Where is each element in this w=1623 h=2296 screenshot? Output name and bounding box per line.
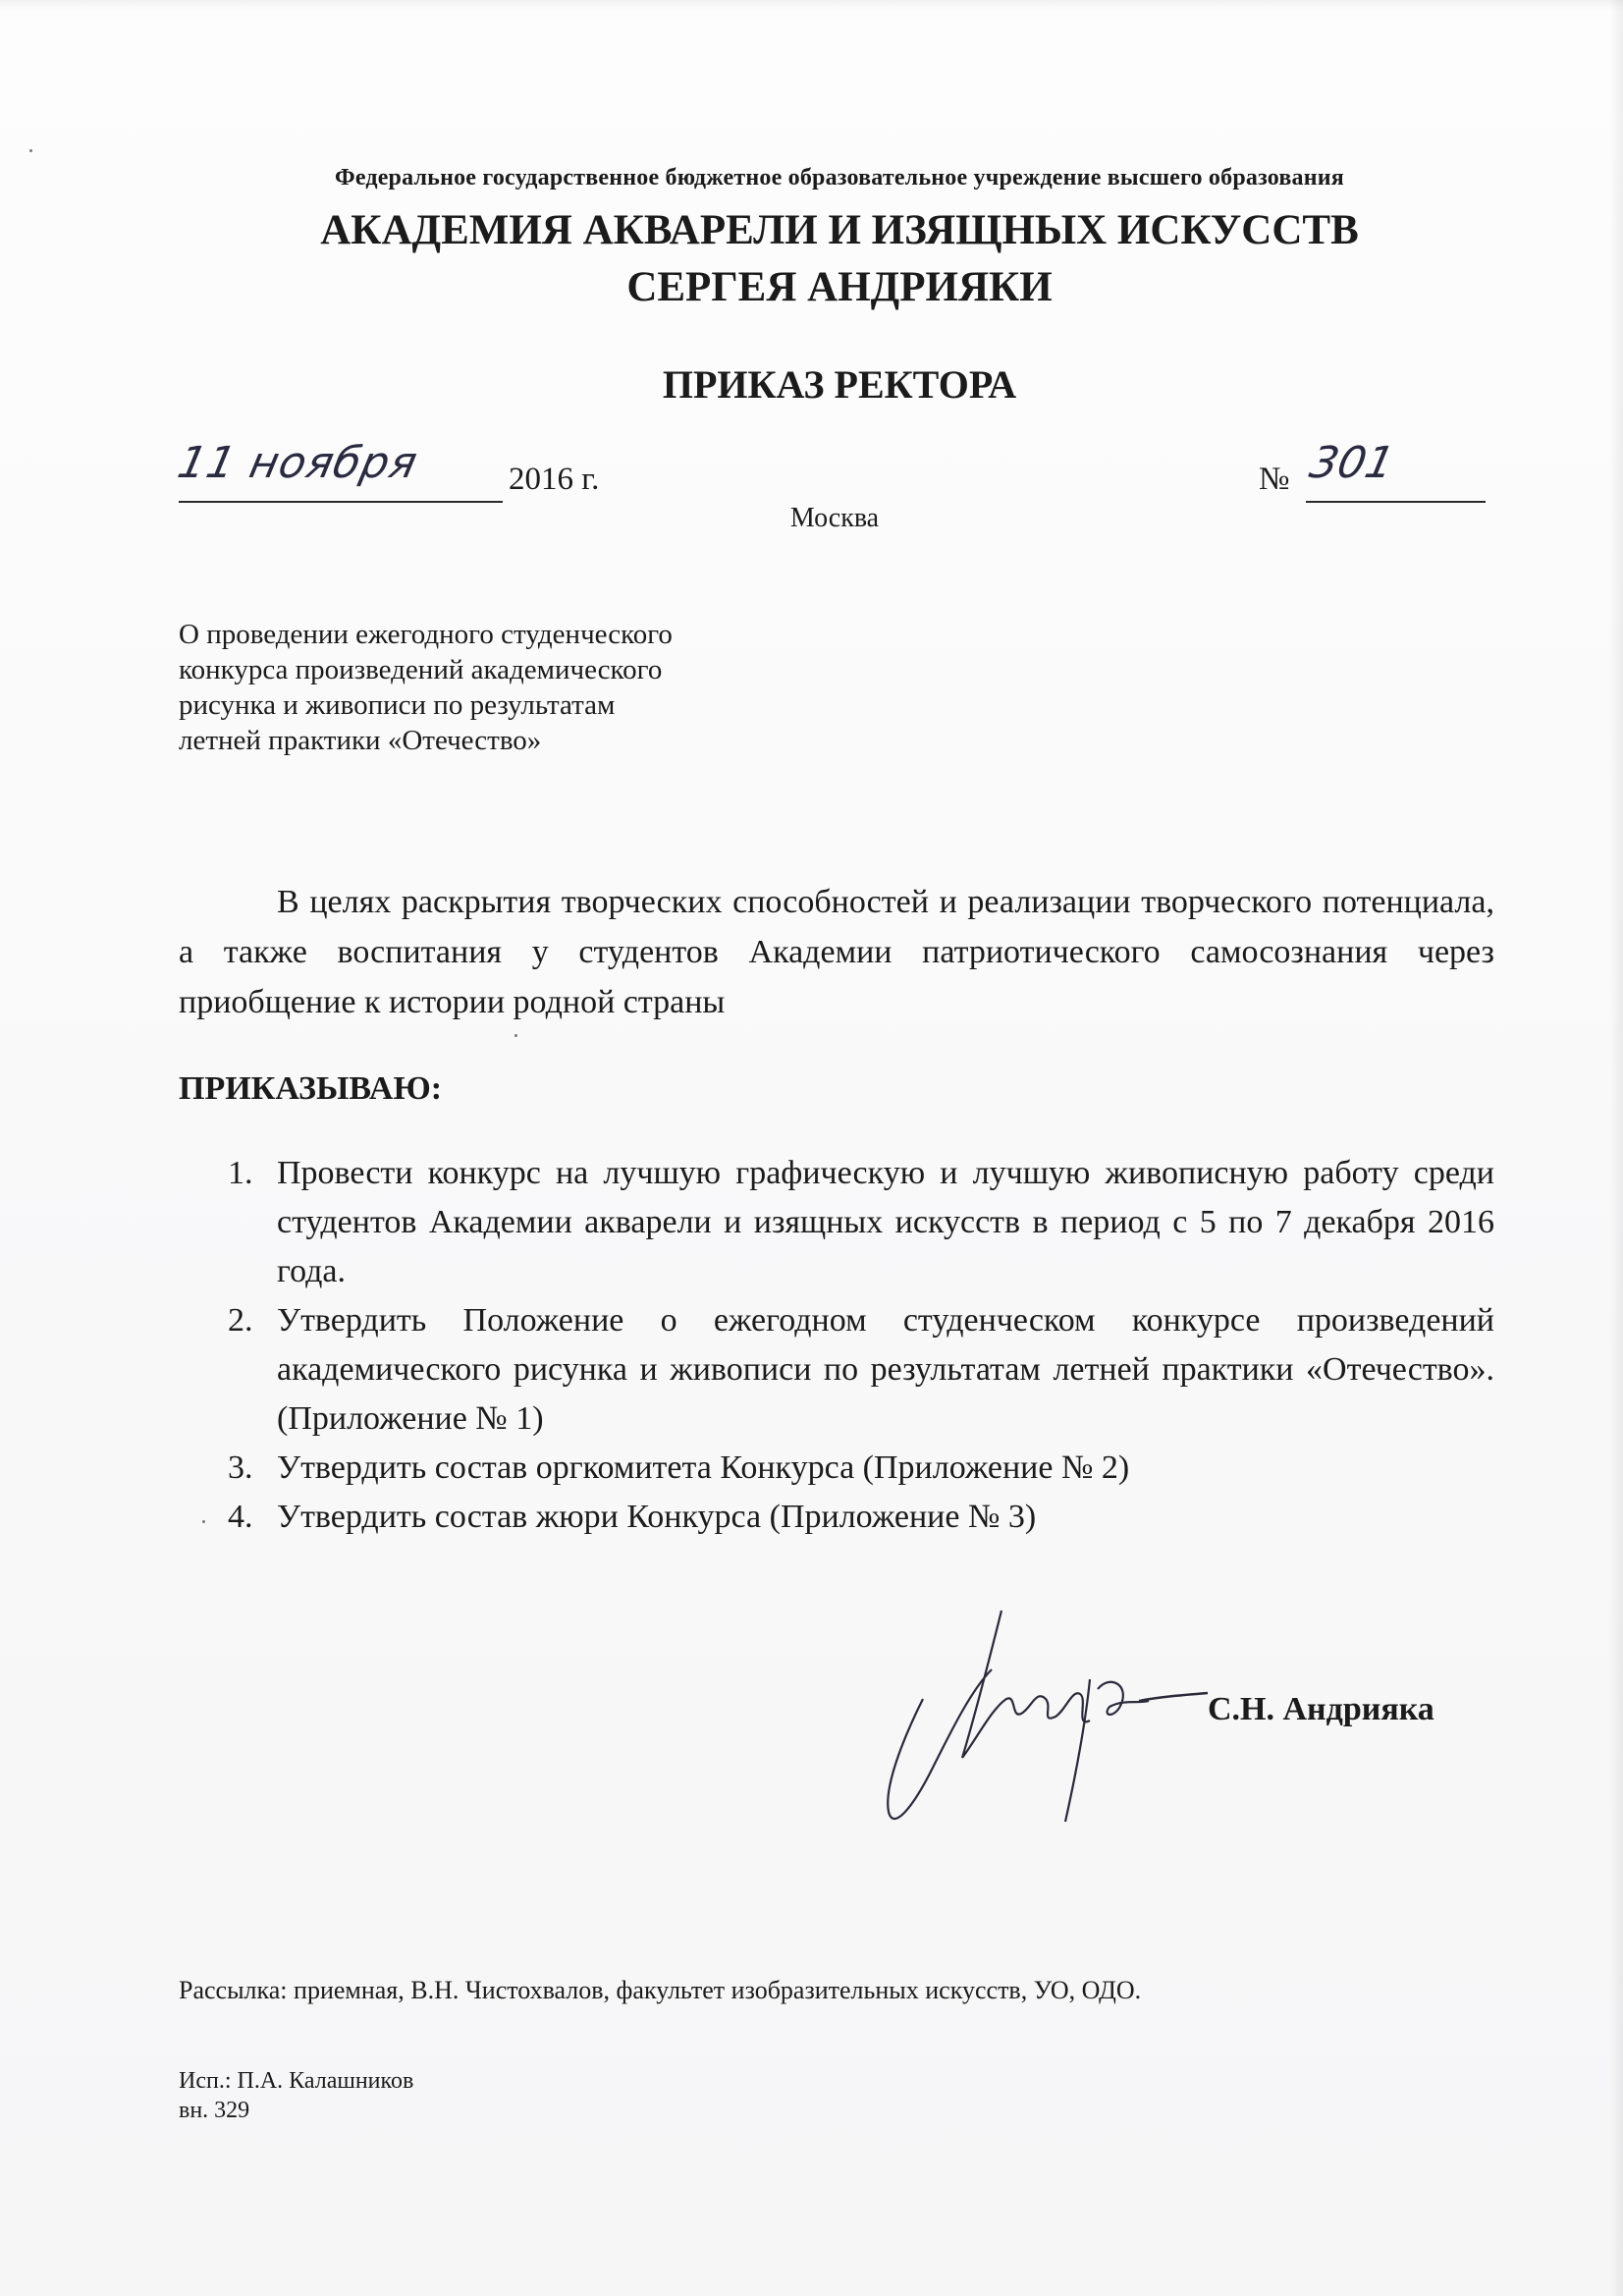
signature-stroke [888,1669,992,1819]
order-item [179,1296,1494,1444]
signer-name: С.Н. Андрияка [1208,1691,1434,1727]
order-number-sign: № [1259,462,1290,497]
executor-phone: вн. 329 [179,2098,250,2123]
signature-stroke [1139,1693,1208,1701]
city: Москва [789,503,880,533]
order-item-text: Утвердить Положение о ежегодном студенческом конкурсе произведений академического рисунка и живописи по результатам летней практики «Отечество». (Приложение № 1) [277,1302,1494,1437]
order-item [179,1149,1494,1296]
subject-line: О проведении ежегодного студенческого [179,619,673,650]
subject-line: рисунка и живописи по результатам [179,689,616,721]
signature-stroke [1065,1679,1149,1822]
academy-name-line-2: СЕРГЕЯ АНДРИЯКИ [626,264,1053,310]
order-item-text: Провести конкурс на лучшую графическую и лучшую живописную работу среди студентов Академии акварели и изящных искусств в период с 5 по 7 декабря 2016 года. [277,1155,1494,1289]
handwritten-date: 11 ноября [173,438,423,488]
signature-stroke [962,1611,1090,1758]
academy-name-line-1: АКАДЕМИЯ АКВАРЕЛИ И ИЗЯЩНЫХ ИСКУССТВ [320,207,1359,253]
scan-edge-top [0,0,1623,10]
order-item-number: 3. [228,1449,253,1486]
date-underline [179,501,503,503]
order-subject [179,617,787,758]
organization-line: Федеральное государственное бюджетное образовательное учреждение высшего образования [335,165,1344,191]
handwritten-order-number: 301 [1305,438,1399,488]
distribution-list: Рассылка: приемная, В.Н. Чистохвалов, факультет изобразительных искусств, УО, ОДО. [179,1976,1142,2004]
order-item-text: Утвердить состав оргкомитета Конкурса (Приложение № 2) [277,1449,1130,1486]
order-item [179,1444,1494,1493]
rector-signature [844,1591,1257,1846]
executor-block [179,2066,413,2125]
order-word: ПРИКАЗЫВАЮ: [179,1070,443,1107]
order-item-text: Утвердить состав жюри Конкурса (Приложение № 3) [277,1499,1037,1535]
order-item-number: 1. [228,1155,253,1191]
scan-speck [514,1034,517,1037]
order-items-list [179,1149,1494,1542]
order-title: ПРИКАЗ РЕКТОРА [662,362,1017,407]
order-item-number: 2. [228,1302,253,1339]
scan-speck [202,1520,205,1523]
executor-name: Исп.: П.А. Калашников [179,2068,414,2094]
scan-edge-right [1609,0,1623,2296]
scan-speck [29,149,32,152]
order-item [179,1493,1494,1542]
preamble: В целях раскрытия творческих способностей и реализации творческого потенциала, а также воспитания у студентов Академии патриотического самосознания через приобщение к истории родной страны [179,884,1494,1020]
date-year: 2016 г. [509,462,600,497]
subject-line: конкурса произведений академического [179,654,663,685]
academy-name [177,202,1502,316]
order-item-number: 4. [228,1499,253,1535]
order-number-underline [1306,501,1486,503]
subject-line: летней практики «Отечество» [179,725,542,756]
